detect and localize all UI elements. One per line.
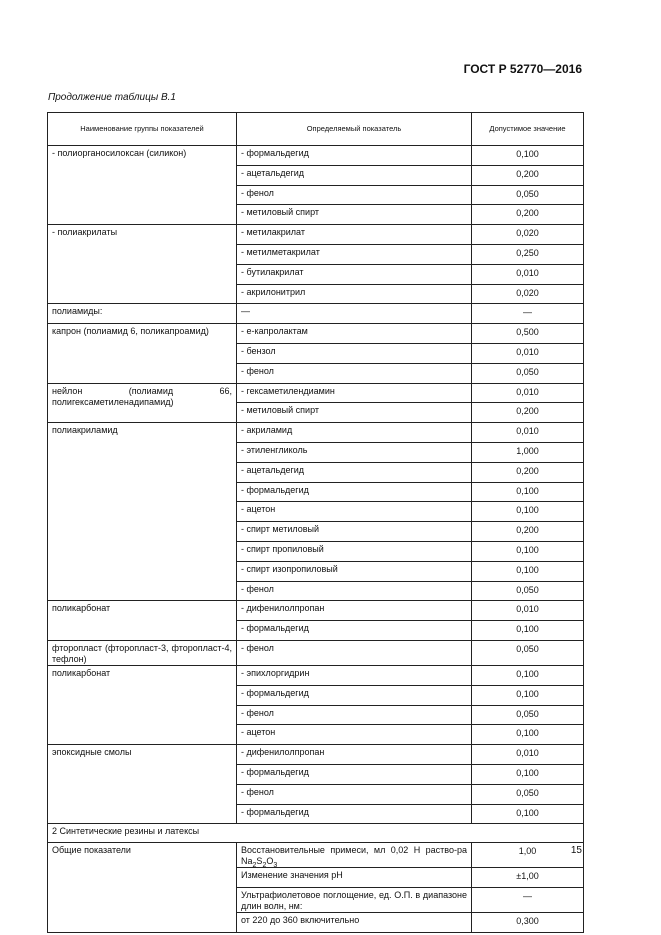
column-header-indicator: Определяемый показатель	[237, 113, 472, 146]
indicator-cell: - метиловый спирт	[237, 403, 472, 423]
indicator-cell: - формальдегид	[237, 621, 472, 641]
value-cell: 0,100	[472, 482, 584, 502]
table-row	[48, 745, 584, 765]
table-caption: Продолжение таблицы В.1	[48, 92, 176, 103]
column-header-value: Допустимое значение	[472, 113, 584, 146]
value-cell: 1,000	[472, 442, 584, 462]
value-cell: 0,050	[472, 705, 584, 725]
group-name: эпоксидные смолы	[48, 745, 237, 824]
indicator-cell: - ацетон	[237, 725, 472, 745]
group-name: полиамиды:	[48, 304, 237, 324]
indicator-cell: - фенол	[237, 705, 472, 725]
table-row	[48, 423, 584, 443]
value-cell: 0,050	[472, 581, 584, 601]
value-cell: 0,200	[472, 403, 584, 423]
group-name: поликарбонат	[48, 665, 237, 744]
indicator-cell: - фенол	[237, 581, 472, 601]
indicator-cell: - фенол	[237, 363, 472, 383]
table-row	[48, 146, 584, 166]
value-cell: 0,100	[472, 764, 584, 784]
value-cell: 0,100	[472, 621, 584, 641]
value-cell: 0,100	[472, 804, 584, 824]
formula-part: S	[256, 856, 263, 867]
value-cell: —	[472, 887, 584, 912]
value-cell: 0,010	[472, 745, 584, 765]
value-cell: 0,100	[472, 541, 584, 561]
indicator-cell: - бутилакрилат	[237, 264, 472, 284]
group-name: капрон (полиамид 6, поликапроамид)	[48, 324, 237, 383]
indicator-cell: - ацетон	[237, 502, 472, 522]
indicator-cell: - формальдегид	[237, 764, 472, 784]
indicator-cell: - фенол	[237, 185, 472, 205]
indicators-table	[47, 112, 584, 933]
group-name: - полиорганосилоксан (силикон)	[48, 146, 237, 225]
value-cell: 0,200	[472, 462, 584, 482]
indicator-cell: - спирт изопропиловый	[237, 561, 472, 581]
table-row	[48, 640, 584, 665]
indicator-cell: - дифенилолпропан	[237, 745, 472, 765]
indicator-cell: - дифенилолпропан	[237, 601, 472, 621]
group-name: фторопласт (фторопласт-3, фторопласт-4, тефлон)	[48, 640, 237, 665]
value-cell: ±1,00	[472, 868, 584, 888]
value-cell: 0,020	[472, 284, 584, 304]
indicator-cell: - формальдегид	[237, 685, 472, 705]
indicator-cell: - формальдегид	[237, 482, 472, 502]
section-row	[48, 824, 584, 843]
synthetic-rubbers-section	[48, 824, 584, 932]
value-cell: 0,010	[472, 343, 584, 363]
value-cell: 0,100	[472, 665, 584, 685]
indicator-cell: от 220 до 360 включительно	[237, 912, 472, 932]
indicator-cell: - этиленгликоль	[237, 442, 472, 462]
group-name: поликарбонат	[48, 601, 237, 641]
value-cell: 0,100	[472, 502, 584, 522]
group-name: нейлон (полиамид 66, полигексаметиленадипамид)	[48, 383, 237, 423]
table-row	[48, 304, 584, 324]
indicator-cell: - формальдегид	[237, 804, 472, 824]
indicator-cell: - спирт пропиловый	[237, 541, 472, 561]
value-cell: —	[472, 304, 584, 324]
table-body	[48, 146, 584, 824]
page-number: 15	[570, 845, 582, 856]
value-cell: 0,500	[472, 324, 584, 344]
indicator-text: Восстановительные примеси, мл 0,02 Н раство-ра Na	[241, 845, 467, 867]
indicator-cell: —	[237, 304, 472, 324]
indicator-cell: Ультрафиолетовое поглощение, ед. О.П. в диапазоне длин волн, нм:	[237, 887, 472, 912]
value-cell: 0,010	[472, 383, 584, 403]
indicator-cell: - спирт метиловый	[237, 522, 472, 542]
value-cell: 0,100	[472, 146, 584, 166]
value-cell: 0,250	[472, 244, 584, 264]
table-row	[48, 324, 584, 344]
value-cell: 0,050	[472, 363, 584, 383]
value-cell: 0,010	[472, 264, 584, 284]
indicator-cell: - эпихлоргидрин	[237, 665, 472, 685]
indicator-cell: - бензол	[237, 343, 472, 363]
value-cell: 0,200	[472, 205, 584, 225]
indicator-cell: - акрилонитрил	[237, 284, 472, 304]
indicator-cell: - ацетальдегид	[237, 165, 472, 185]
indicator-cell: - e-капролактам	[237, 324, 472, 344]
value-cell: 0,010	[472, 423, 584, 443]
table-row	[48, 601, 584, 621]
table-row	[48, 665, 584, 685]
table-row	[48, 383, 584, 403]
standard-code: ГОСТ Р 52770—2016	[463, 62, 582, 76]
table-row	[48, 843, 584, 868]
column-header-group: Наименование группы показателей	[48, 113, 237, 146]
indicator-cell: - метилакрилат	[237, 225, 472, 245]
group-name: полиакриламид	[48, 423, 237, 601]
indicator-cell: - метиловый спирт	[237, 205, 472, 225]
indicator-cell: - ацетальдегид	[237, 462, 472, 482]
value-cell: 0,300	[472, 912, 584, 932]
formula-subscript: 2	[262, 861, 267, 869]
indicator-cell: - гексаметилендиамин	[237, 383, 472, 403]
value-cell: 0,100	[472, 561, 584, 581]
value-cell: 1,00	[472, 843, 584, 868]
indicator-cell	[237, 843, 472, 868]
value-cell: 0,200	[472, 165, 584, 185]
formula-subscript: 3	[273, 861, 278, 869]
value-cell: 0,100	[472, 685, 584, 705]
indicator-cell: Изменение значения рН	[237, 868, 472, 888]
indicator-cell: - фенол	[237, 640, 472, 665]
section-title: 2 Синтетические резины и латексы	[48, 824, 584, 843]
formula-subscript: 2	[252, 861, 257, 869]
table-row	[48, 225, 584, 245]
value-cell: 0,020	[472, 225, 584, 245]
group-name: Общие показатели	[48, 843, 237, 933]
value-cell: 0,200	[472, 522, 584, 542]
value-cell: 0,050	[472, 640, 584, 665]
value-cell: 0,050	[472, 784, 584, 804]
indicator-cell: - формальдегид	[237, 146, 472, 166]
value-cell: 0,100	[472, 725, 584, 745]
value-cell: 0,050	[472, 185, 584, 205]
table-header-row	[48, 113, 584, 146]
indicator-cell: - акриламид	[237, 423, 472, 443]
formula-part: O	[266, 856, 274, 867]
indicator-cell: - фенол	[237, 784, 472, 804]
indicator-cell: - метилметакрилат	[237, 244, 472, 264]
value-cell: 0,010	[472, 601, 584, 621]
group-name: - полиакрилаты	[48, 225, 237, 304]
